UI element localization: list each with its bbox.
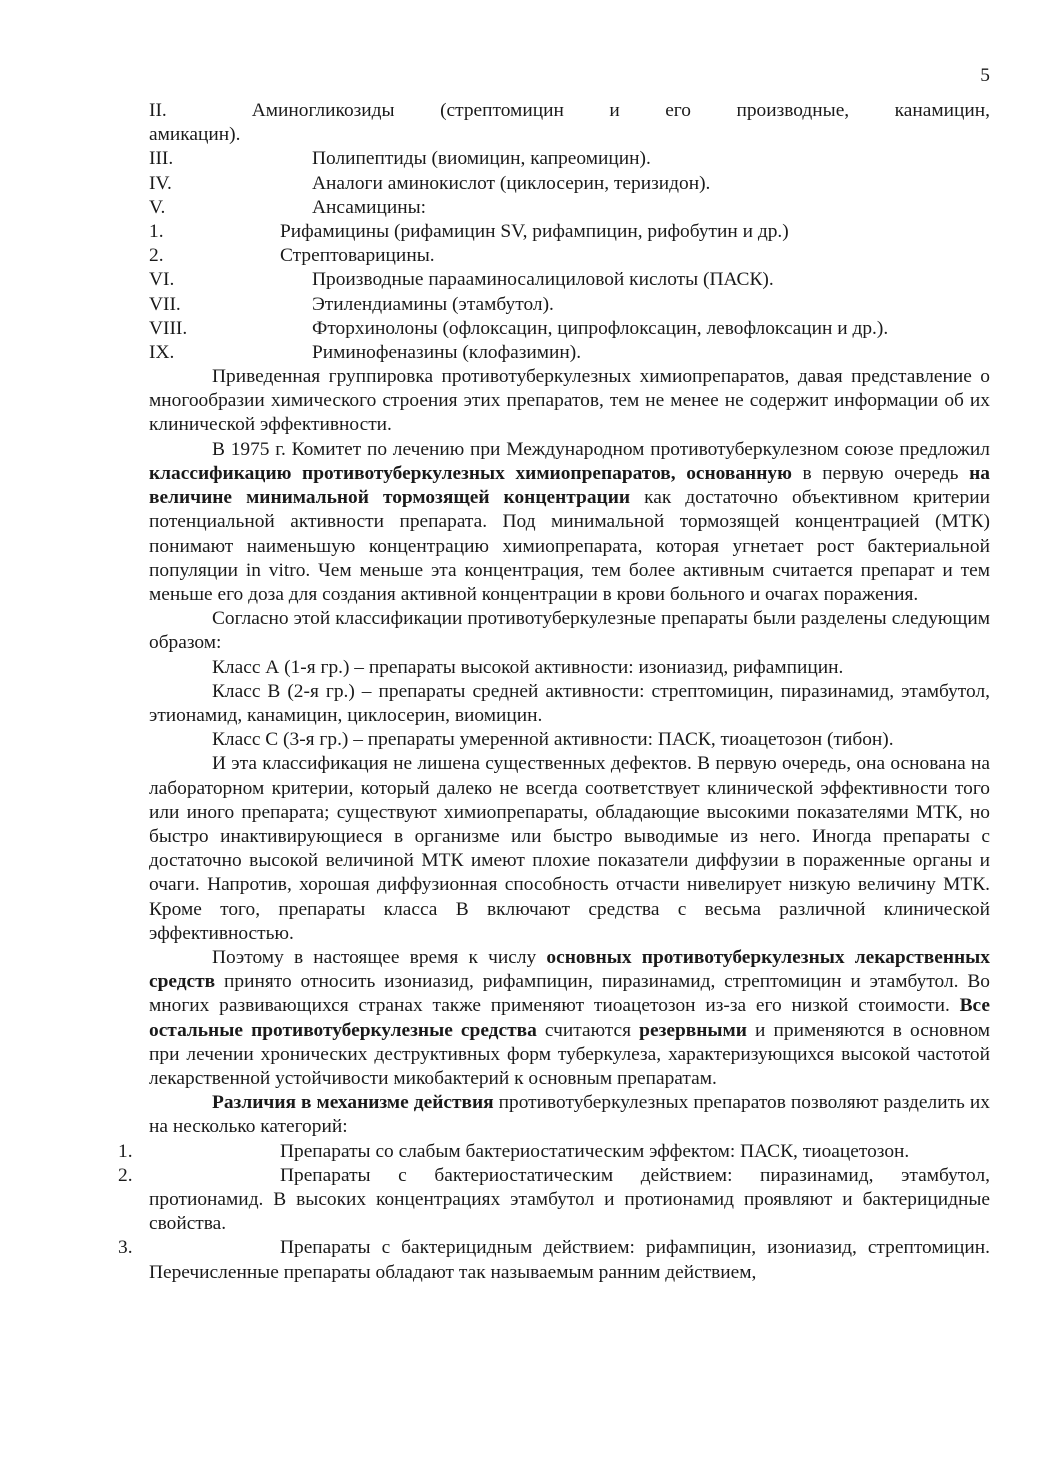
list-item: 2. Препараты с бактериостатическим действием: пиразинамид, этамбутол, протионамид. В высоких концентрациях этамбутол и протионамид проявляют и бактерицидные свойства. <box>118 1164 990 1235</box>
paragraph: В 1975 г. Комитет по лечению при Международном противотуберкулезном союзе предложил классификацию противотуберкулезных химиопрепаратов, основанную в первую очередь на величине минимальной тормозящей концентрации как достаточно объективном критерии потенциальной активности препарата. Под минимальной тормозящей концентрацией (МТК) понимают наименьшую концентрацию химиопрепарата, которая угнетает рост бактериальной популяции in vitro. Чем меньше эта концентрация, тем более активным считается препарат и тем меньше его доза для создания активной концентрации в крови больного и очагах поражения. <box>149 438 990 605</box>
class-a-item: Класс А (1-я гр.) – препараты высокой активности: изониазид, рифампицин. <box>212 656 844 678</box>
sub-list-item: 2. Стрептоварицины. <box>149 245 435 267</box>
bold-text: Все остальные противотуберкулезные средства <box>149 995 990 1041</box>
list-item: IX. Риминофеназины (клофазимин). <box>149 341 582 363</box>
paragraph: Поэтому в настоящее время к числу основных противотуберкулезных лекарственных средств принято относить изониазид, рифампицин, пиразинамид, стрептомицин и этамбутол. Во многих развивающихся странах также применяют тиоацетозон из-за его низкой стоимости. Все остальные противотуберкулезные средства считаются резервными и применяются в основном при лечении хронических деструктивных форм туберкулеза, характеризующихся высокой частотой лекарственной устойчивости микобактерий к основным препаратам. <box>149 946 991 1089</box>
drug-classes-list <box>149 99 990 365</box>
list-item: VI. Производные парааминосалициловой кислоты (ПАСК). <box>149 269 774 291</box>
paragraph: Приведенная группировка противотуберкулезных химиопрепаратов, давая представление о многообразии химического строения этих препаратов, тем не менее не содержит информации об их клинической эффективности. <box>149 366 990 436</box>
sub-list-item: 1. Рифамицины (рифамицин SV, рифампицин, рифобутин и др.) <box>149 220 789 242</box>
bold-text: на величине минимальной тормозящей концентрации <box>149 462 990 509</box>
list-item: VII. Этилендиамины (этамбутол). <box>149 293 554 315</box>
page-number: 5 <box>980 65 990 86</box>
bold-text: основных противотуберкулезных лекарственных средств <box>149 946 990 993</box>
list-number: 2. <box>118 1164 133 1186</box>
list-item: III. Полипептиды (виомицин, капреомицин). <box>149 148 651 170</box>
mechanism-categories-list <box>118 1140 990 1285</box>
bold-text: классификацию противотуберкулезных химиопрепаратов, основанную <box>149 462 792 484</box>
list-number: 1. <box>118 1140 133 1162</box>
class-b-item: Класс В (2-я гр.) – препараты средней активности: стрептомицин, пиразинамид, этамбутол, этионамид, канамицин, циклосерин, виомицин. <box>149 680 990 726</box>
list-item: 3. Препараты с бактерицидным действием: рифампицин, изониазид, стрептомицин. Перечисленные препараты обладают так называемым ранним действием, <box>118 1237 990 1283</box>
list-item: 1. Препараты со слабым бактериостатическим эффектом: ПАСК, тиоацетозон. <box>149 1140 990 1164</box>
page-body <box>118 99 991 1285</box>
list-item: II. Аминогликозиды (стрептомицин и его производные, канамицин, <box>149 99 990 123</box>
list-number: 3. <box>118 1237 133 1259</box>
list-item: IV. Аналоги аминокислот (циклосерин, теризидон). <box>149 172 711 194</box>
bold-text: Различия в механизме действия <box>212 1092 494 1114</box>
list-item: VIII. Фторхинолоны (офлоксацин, ципрофлоксацин, левофлоксацин и др.). <box>149 317 889 339</box>
paragraph: Согласно этой классификации противотуберкулезные препараты были разделены следующим образом: <box>149 608 990 654</box>
class-c-item: Класс С (3-я гр.) – препараты умеренной активности: ПАСК, тиоацетозон (тибон). <box>212 729 894 751</box>
list-item: V. Ансамицины: <box>149 196 427 218</box>
list-number: II. <box>149 100 167 121</box>
bold-text: резервными <box>639 1019 747 1041</box>
paragraph: И эта классификация не лишена существенных дефектов. В первую очередь, она основана на лабораторном критерии, который далеко не всегда соответствует клинической эффективности того или иного препарата; существуют химиопрепараты, обладающие высокими показателями МТК, но быстро инактивирующиеся в организме или быстро выводимые из него. Иногда препараты с достаточно высокой величиной МТК имеют плохие показатели диффузии в пораженные органы и очаги. Напротив, хорошая диффузионная способность отчасти нивелирует низкую величину МТК. Кроме того, препараты класса В включают средства с весьма различной клинической эффективностью. <box>149 753 990 944</box>
list-item-continuation: амикацин). <box>149 124 241 146</box>
paragraph: Различия в механизме действия противотуберкулезных препаратов позволяют разделить их на несколько категорий: <box>149 1092 990 1138</box>
